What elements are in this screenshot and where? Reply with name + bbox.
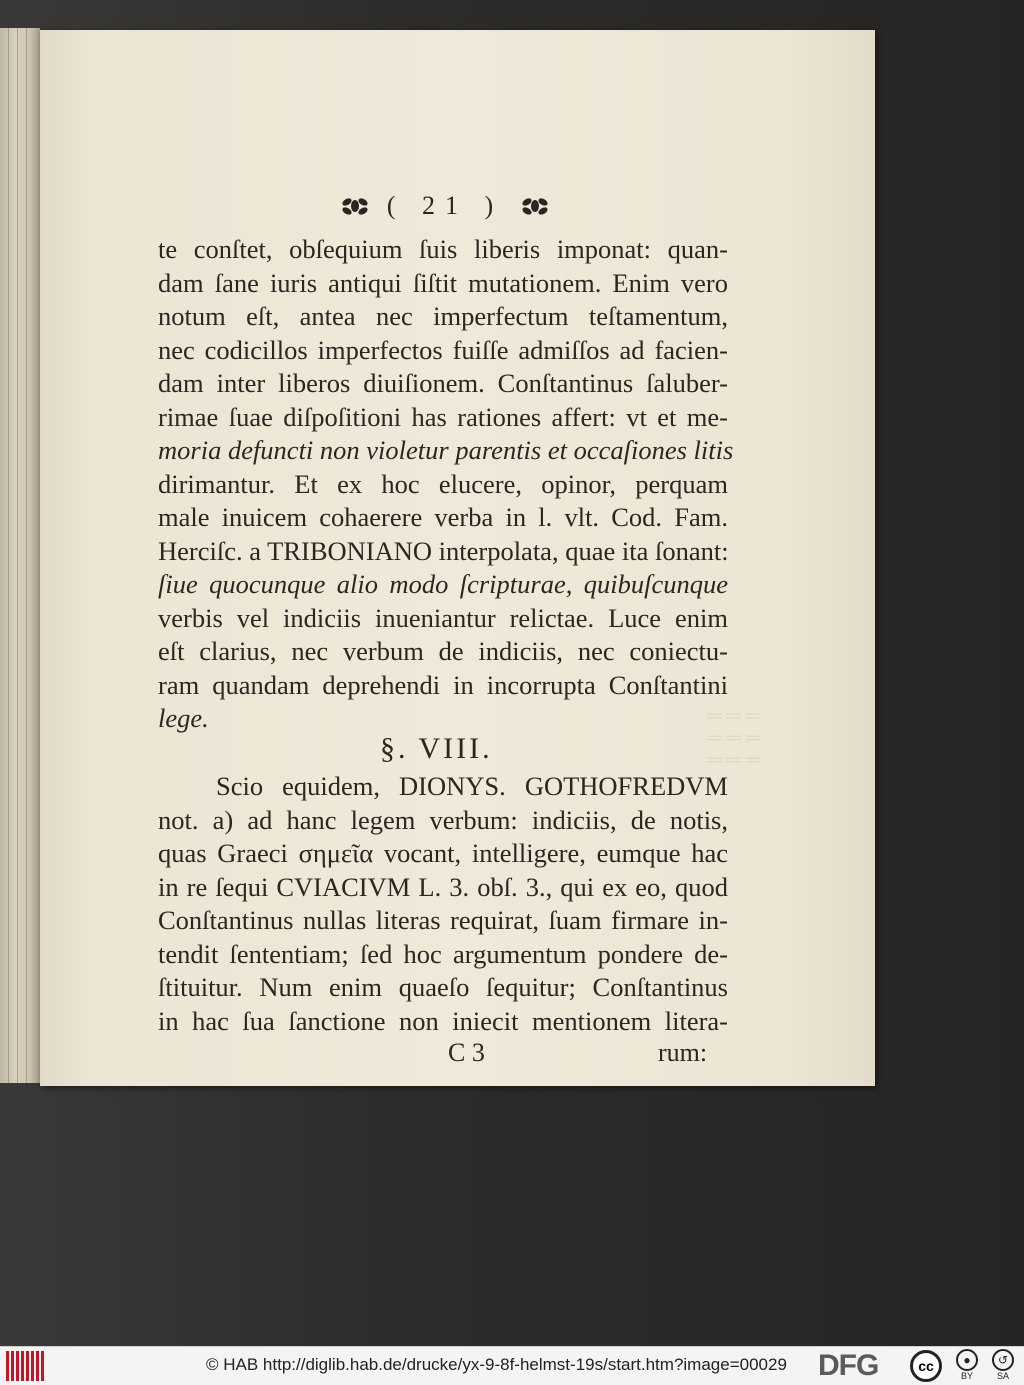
text-line: dam inter liberos diuiſionem. Conſtantinus ſaluber- bbox=[158, 368, 728, 398]
running-head bbox=[340, 188, 550, 224]
source-link[interactable]: © HAB http://diglib.hab.de/drucke/yx-9-8f-helmst-19s/start.htm?image=00029 bbox=[206, 1355, 787, 1374]
section-heading: §. VIII. bbox=[380, 732, 493, 765]
hab-logo-icon bbox=[6, 1351, 46, 1381]
text-line: male inuicem cohaerere verba in l. vlt. Cod. Fam. bbox=[158, 502, 728, 532]
viewer-footer bbox=[0, 1346, 1024, 1385]
text-line: lege. bbox=[158, 703, 209, 733]
text-line: nec codicillos imperfectos fuiſſe admiſſos ad facien- bbox=[158, 334, 728, 365]
text-line: dirimantur. Et ex hoc elucere, opinor, perquam bbox=[158, 468, 728, 499]
by-label: BY bbox=[960, 1371, 973, 1381]
sa-license-icon: ↺ SA bbox=[988, 1349, 1018, 1383]
catchword: rum: bbox=[658, 1038, 708, 1067]
text-line: Herciſc. a TRIBONIANO interpolata, quae ita ſonant: bbox=[158, 535, 729, 566]
text-line: notum eſt, antea nec imperfectum teſtamentum, bbox=[158, 301, 728, 331]
text-line: quas Graeci σημεῖα vocant, intelligere, eumque hac bbox=[158, 838, 728, 868]
dfg-logo: DFG bbox=[818, 1349, 879, 1382]
text-line: rimae ſuae diſpoſitioni has rationes affert: vt et me- bbox=[158, 401, 728, 432]
by-license-icon: ● BY bbox=[952, 1349, 982, 1383]
sa-label: SA bbox=[996, 1371, 1009, 1381]
signature-mark: C 3 bbox=[448, 1038, 485, 1067]
text-line: ram quandam deprehendi in incorrupta Conſtantini bbox=[158, 669, 728, 700]
show-through: ═ ═ ═ ═ ═ ═ ═ ═ ═ bbox=[707, 705, 760, 771]
fleuron-right-icon bbox=[520, 193, 550, 219]
text-line: verbis vel indiciis inueniantur relictae. Luce enim bbox=[158, 602, 728, 633]
fleuron-left-icon bbox=[340, 193, 370, 219]
text-line: Conſtantinus nullas literas requirat, ſuam firmare in- bbox=[158, 905, 728, 935]
text-line: ſtituitur. Num enim quaeſo ſequitur; Conſtantinus bbox=[158, 972, 728, 1002]
text-line: in hac ſua ſanctione non iniecit mentionem litera- bbox=[158, 1005, 728, 1036]
cc-license-icon[interactable]: cc bbox=[910, 1350, 942, 1382]
text-line: Scio equidem, DIONYS. GOTHOFREDVM bbox=[216, 771, 728, 801]
page-number: ( 21 ) bbox=[386, 191, 504, 220]
text-line: tendit ſententiam; ſed hoc argumentum pondere de- bbox=[158, 938, 728, 969]
text-line: ſiue quocunque alio modo ſcripturae, quibuſcunque bbox=[158, 569, 728, 599]
text-line: not. a) ad hanc legem verbum: indiciis, de notis, bbox=[158, 804, 728, 835]
text-line: in re ſequi CVIACIVM L. 3. obſ. 3., qui ex eo, quod bbox=[158, 871, 728, 902]
text-line: eſt clarius, nec verbum de indiciis, nec coniectu- bbox=[158, 636, 728, 666]
text-line: te conſtet, obſequium ſuis liberis imponat: quan- bbox=[158, 234, 728, 264]
paragraph-1 bbox=[158, 233, 734, 736]
left-page-edges bbox=[0, 28, 40, 1083]
text-line: moria defuncti non violetur parentis et occaſiones litis bbox=[158, 435, 734, 465]
text-line: dam ſane iuris antiqui ſiſtit mutationem. Enim vero bbox=[158, 267, 728, 298]
paragraph-2 bbox=[158, 770, 728, 1038]
